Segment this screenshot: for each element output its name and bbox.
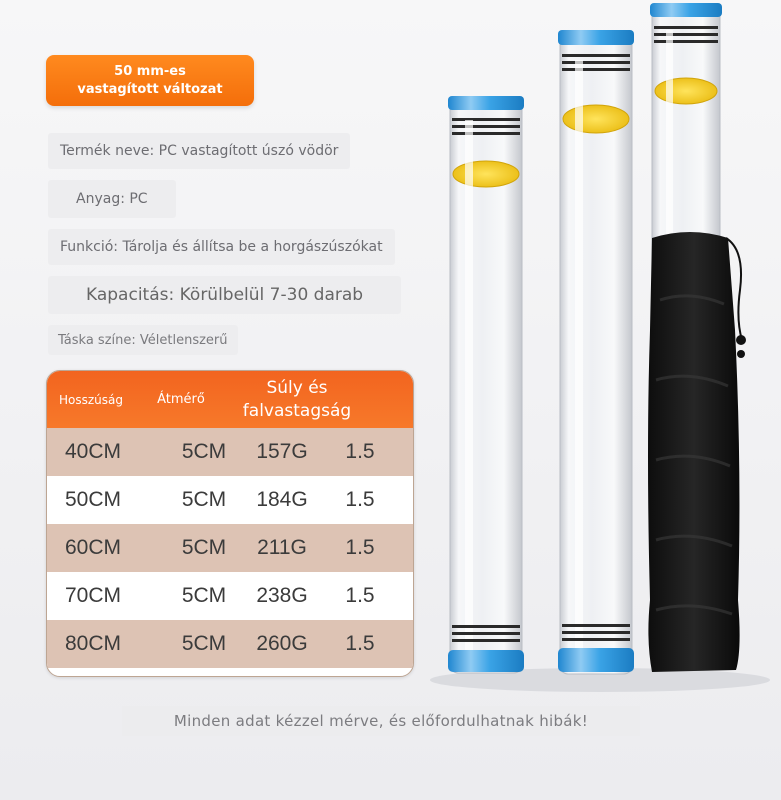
spec-material: Anyag: PC: [48, 180, 176, 218]
black-storage-bag: [648, 232, 746, 672]
cell-weight: 184G: [256, 488, 308, 511]
table-row: [47, 572, 413, 620]
cell-diameter: 5CM: [181, 632, 227, 655]
cell-diameter: 5CM: [181, 584, 227, 607]
cell-wall: 1.5: [345, 440, 375, 463]
cell-wall: 1.5: [345, 632, 375, 655]
table-row: [47, 524, 413, 572]
cell-diameter: 5CM: [181, 536, 227, 559]
cell-wall: 1.5: [345, 584, 375, 607]
tube-medium: [558, 30, 634, 674]
tube-short: [448, 96, 524, 673]
header-length: Hosszúság: [59, 392, 123, 407]
cell-length: 40CM: [64, 440, 122, 463]
cell-length: 60CM: [64, 536, 122, 559]
spec-product-name: Termék neve: PC vastagított úszó vödör: [48, 133, 350, 169]
cell-weight: 211G: [257, 536, 307, 559]
header-weight: [227, 371, 367, 428]
version-badge: [46, 55, 254, 106]
spec-capacity: Kapacitás: Körülbelül 7-30 darab: [48, 276, 401, 314]
version-badge-line1: 50 mm-es: [114, 63, 186, 79]
table-row: [47, 476, 413, 524]
cell-diameter: 5CM: [181, 488, 227, 511]
table-row: [47, 428, 413, 476]
cell-weight: 238G: [256, 584, 308, 607]
header-weight-line2: falvastagság: [242, 400, 352, 421]
product-photo: [425, 0, 781, 700]
cell-weight: 157G: [256, 440, 308, 463]
cell-wall: 1.5: [345, 536, 375, 559]
version-badge-line2: vastagított változat: [77, 81, 223, 97]
size-table: [46, 370, 414, 677]
cell-diameter: 5CM: [181, 440, 227, 463]
cell-length: 70CM: [64, 584, 122, 607]
header-weight-line1: Súly és: [266, 377, 328, 398]
cell-length: 50CM: [64, 488, 122, 511]
header-diameter: Átmérő: [157, 392, 205, 407]
disclaimer: Minden adat kézzel mérve, és előfordulhatnak hibák!: [122, 706, 640, 736]
table-row: [47, 620, 413, 668]
cell-length: 80CM: [64, 632, 122, 655]
spec-bag-color: Táska színe: Véletlenszerű: [48, 325, 238, 355]
cell-wall: 1.5: [345, 488, 375, 511]
size-table-header: [47, 371, 413, 428]
cell-weight: 260G: [256, 632, 308, 655]
spec-function: Funkció: Tárolja és állítsa be a horgászúszókat: [48, 229, 395, 265]
